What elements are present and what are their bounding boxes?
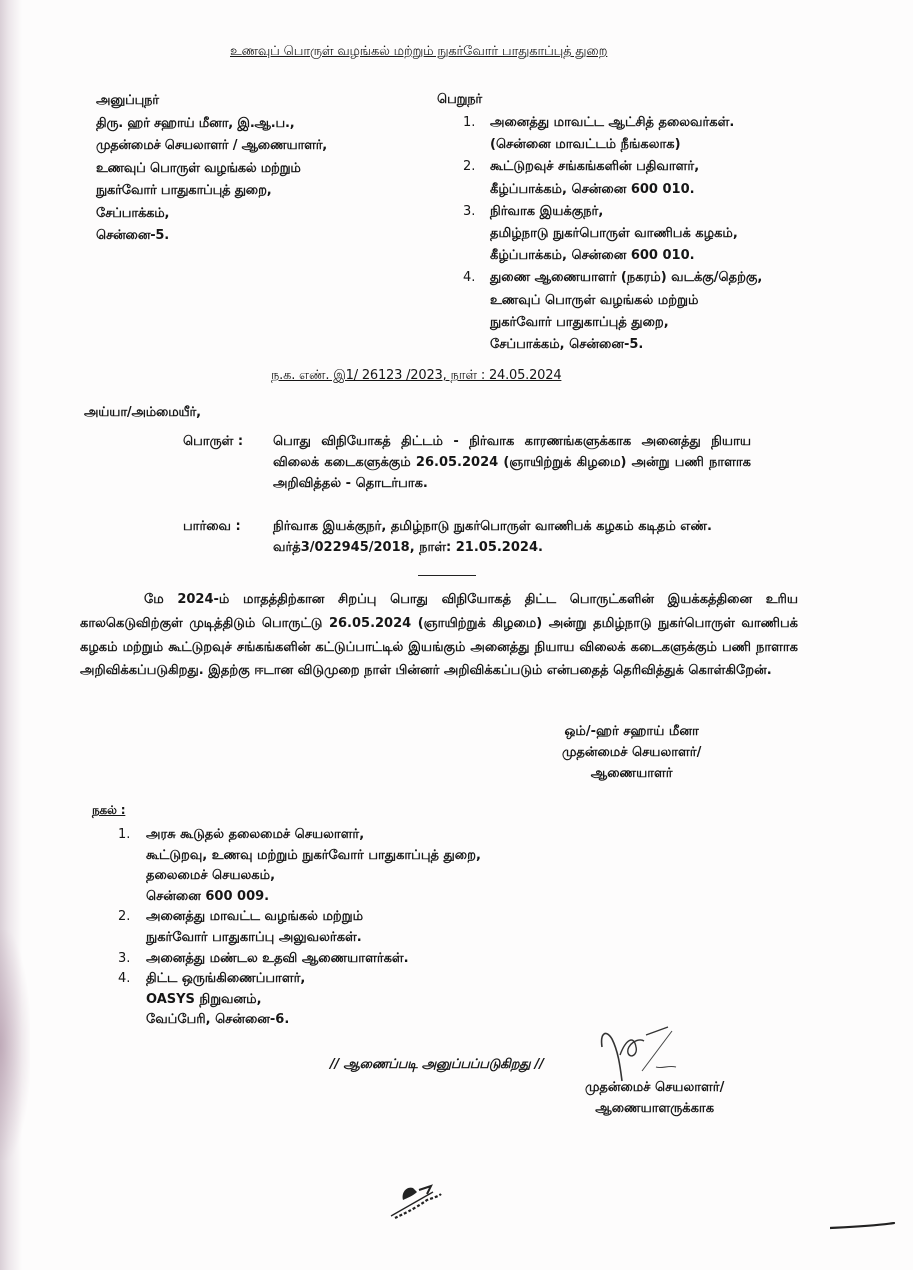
copy-item: [118, 949, 481, 970]
copy-line: கூட்டுறவு, உணவு மற்றும் நுகர்வோர் பாதுகாப்புத் துறை,: [146, 847, 481, 863]
recipient-number: 1.: [463, 115, 476, 130]
copy-number: 4.: [118, 971, 131, 987]
forwarding-note: // ஆணைப்படி அனுப்பப்படுகிறது //: [330, 1057, 544, 1072]
recipient-line: நிர்வாக இயக்குநர்,: [490, 203, 604, 219]
reference-text: நிர்வாக இயக்குநர், தமிழ்நாடு நுகர்பொருள் வாணிபக் கழகம் கடிதம் எண். வர்த்3/022945/2018, நாள்: 21.05.2024.: [273, 519, 712, 555]
copy-item: [118, 907, 481, 948]
recipient-line: அனைத்து மாவட்ட ஆட்சித் தலைவர்கள்.: [490, 115, 735, 130]
scan-edge-stain: [0, 930, 30, 1160]
pen-stroke-mark: [830, 1222, 896, 1230]
subject-label: பொருள் :: [183, 434, 244, 449]
signatory-block: [585, 1077, 724, 1119]
reference-number: ந.க. எண். இ1/ 26123 /2023, நாள் : 24.05.2024: [271, 368, 562, 383]
signature-block: [562, 721, 701, 784]
copy-number: 2.: [118, 909, 131, 925]
sender-line: திரு. ஹர் சஹாய் மீனா, இ.ஆ.ப.,: [96, 115, 295, 131]
recipients-heading: பெறுநர்: [437, 92, 482, 107]
signature-line: ஒம்/-ஹர் சஹாய் மீனா: [564, 724, 699, 739]
sender-line: முதன்மைச் செயலாளர் / ஆணையாளர்,: [96, 138, 328, 153]
recipient-item: [463, 112, 762, 156]
copy-item: [118, 969, 481, 1031]
sender-line: உணவுப் பொருள் வழங்கல் மற்றும்: [96, 160, 301, 176]
copy-item: [118, 825, 481, 907]
recipient-line: துணை ஆணையாளர் (நகரம்) வடக்கு/தெற்கு,: [490, 270, 763, 286]
copy-line: அரசு கூடுதல் தலைமைச் செயலாளர்,: [146, 827, 365, 842]
copy-line: திட்ட ஒருங்கிணைப்பாளர்,: [146, 971, 306, 987]
recipient-line: நுகர்வோர் பாதுகாப்புத் துறை,: [490, 314, 669, 330]
copy-line: நுகர்வோர் பாதுகாப்பு அலுவலர்கள்.: [146, 929, 362, 945]
handwritten-initials-icon: [383, 1178, 453, 1222]
copy-number: 3.: [118, 950, 131, 966]
signatory-line: ஆணையாளருக்காக: [595, 1101, 715, 1116]
subject-text: பொது விநியோகத் திட்டம் - நிர்வாக காரணங்களுக்காக அனைத்து நியாய விலைக் கடைகளுக்கும் 26.05.2024 (ஞாயிற்றுக் கிழமை) அன்று பணி நாளாக அறிவித்தல் - தொடர்பாக.: [273, 434, 751, 491]
body-paragraph: மே 2024-ம் மாதத்திற்கான சிறப்பு பொது விநியோகத் திட்ட பொருட்களின் இயக்கத்தினை உரிய காலகெடுவிற்குள் முடித்திடும் பொருட்டு 26.05.2024 (ஞாயிற்றுக் கிழமை) அன்று தமிழ்நாடு நுகர்பொருள் வாணிபக் கழகம் மற்றும் கூட்டுறவுச் சங்கங்களின் கட்டுப்பாட்டில் இயங்கும் அனைத்து நியாய விலைக் கடைகளுக்கும் பணி நாளாக அறிவிக்கப்படுகிறது. இதற்கு ஈடான விடுமுறை நாள் பின்னர் அறிவிக்கப்படும் என்பதைத் தெரிவித்துக் கொள்கிறேன்.: [80, 592, 798, 679]
handwritten-signature-icon: [590, 1025, 700, 1085]
recipient-item: [463, 156, 762, 200]
sender-line: நுகர்வோர் பாதுகாப்புத் துறை,: [96, 183, 272, 198]
recipient-line: தமிழ்நாடு நுகர்பொருள் வாணிபக் கழகம்,: [490, 226, 738, 242]
recipients-list: [463, 112, 762, 356]
recipient-number: 4.: [463, 270, 476, 286]
department-title: உணவுப் பொருள் வழங்கல் மற்றும் நுகர்வோர் பாதுகாப்புத் துறை: [230, 44, 608, 59]
sender-line: சேப்பாக்கம்,: [96, 205, 170, 221]
recipient-item: [463, 267, 762, 356]
recipient-line: (சென்னை மாவட்டம் நீங்கலாக): [490, 137, 681, 153]
copy-number: 1.: [118, 827, 131, 842]
copy-line: சென்னை 600 009.: [146, 888, 270, 904]
recipient-item: [463, 201, 762, 268]
sender-line: சென்னை-5.: [96, 228, 170, 243]
salutation: அய்யா/அம்மையீர்,: [84, 405, 201, 420]
copy-line: OASYS நிறுவனம்,: [146, 991, 262, 1007]
signatory-line: முதன்மைச் செயலாளர்/: [585, 1080, 725, 1095]
signature-line: முதன்மைச் செயலாளர்/: [562, 745, 702, 760]
recipient-number: 3.: [463, 203, 476, 219]
copy-line: தலைமைச் செயலகம்,: [146, 868, 276, 884]
separator-line: [418, 575, 476, 576]
copy-line: வேப்பேரி, சென்னை-6.: [146, 1012, 290, 1028]
recipient-line: சேப்பாக்கம், சென்னை-5.: [490, 337, 644, 353]
copy-to-list: [118, 825, 481, 1031]
copy-line: அனைத்து மண்டல உதவி ஆணையாளர்கள்.: [146, 950, 409, 966]
recipient-line: கீழ்ப்பாக்கம், சென்னை 600 010.: [490, 181, 695, 197]
recipient-line: கீழ்ப்பாக்கம், சென்னை 600 010.: [490, 248, 695, 264]
reference-label: பார்வை :: [183, 519, 241, 534]
signature-line: ஆணையாளர்: [590, 766, 673, 781]
sender-heading: அனுப்புநர்: [96, 93, 159, 108]
recipient-line: கூட்டுறவுச் சங்கங்களின் பதிவாளர்,: [490, 159, 700, 175]
recipient-number: 2.: [463, 159, 476, 175]
copy-to-label: நகல் :: [92, 803, 126, 817]
recipient-line: உணவுப் பொருள் வழங்கல் மற்றும்: [490, 292, 699, 308]
copy-line: அனைத்து மாவட்ட வழங்கல் மற்றும்: [146, 909, 364, 925]
sender-block: [96, 90, 327, 248]
